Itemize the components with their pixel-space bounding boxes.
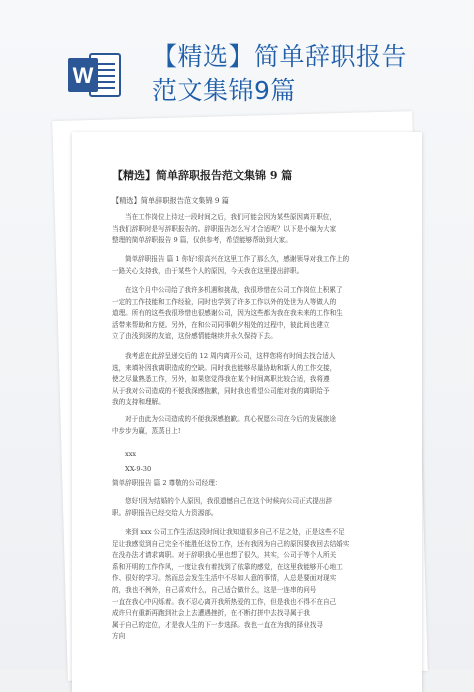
paragraph-report-1-notice bbox=[112, 351, 392, 409]
text-line: 对于由此为公司造成的不便我深感抱歉。真心祝愿公司在今后的发展旅途 bbox=[125, 415, 336, 423]
text-line: 中步步为赢，蒸蒸日上! bbox=[112, 426, 181, 435]
text-line: 我的支持和理解。 bbox=[112, 398, 165, 407]
text-line: 属于自己的定位，才是我人生的下一步选择。我也一直在为我的择业找寻 bbox=[112, 620, 323, 629]
header-title-line2: 范文集锦9篇 bbox=[152, 76, 296, 105]
text-line: 我考虑在此辞呈递交后的 12 周内离开公司，这样您将有时间去找合适人 bbox=[125, 352, 336, 360]
text-line: 简单辞职报告 篇 1 你好!很高兴在这里工作了那么久，感谢领导对我工作上的 bbox=[125, 255, 350, 263]
page-header-title bbox=[152, 40, 452, 108]
paragraph-report-2-heading bbox=[112, 478, 392, 490]
text-line: 一直在我心中闪烁着。我不忍心离开我所热爱的工作，但是我也不得不在自己 bbox=[112, 597, 337, 606]
text-line: 从于我对公司造成的不便我深感抱歉，同时我也希望公司能对我的离职给予 bbox=[112, 386, 330, 395]
text-line: 活带来帮助和方便。另外，在和公司同事朝夕相处的过程中，彼此间也建立 bbox=[112, 320, 330, 329]
paragraph-report-2-opening bbox=[112, 496, 392, 519]
text-line: 简单辞职报告 篇 2 尊敬的公司经理： bbox=[112, 479, 222, 487]
text-line: 方向 bbox=[112, 632, 126, 641]
text-line: 职。辞职报告已经交给人力资源部。 bbox=[112, 508, 218, 517]
signature-name: xxx bbox=[125, 450, 137, 458]
paragraph-report-1-opening bbox=[112, 254, 392, 277]
document-title: 【精选】简单辞职报告范文集锦 9 篇 bbox=[112, 169, 293, 182]
header-title-line1: 【精选】简单辞职报告 bbox=[152, 42, 408, 71]
document-subtitle: 【精选】简单辞职报告范文集锦 9 篇 bbox=[112, 196, 229, 205]
text-line: 系和开明的工作作风，一度让我有着找到了依靠的感觉，在这里我能够开心地工 bbox=[112, 562, 343, 571]
text-line: 一路关心支持我，由于某些个人的原因，今天我在这里提出辞职。 bbox=[112, 266, 304, 275]
text-line: 您好!因为结婚的个人原因，我很遗憾自己在这个时候向公司正式提出辞 bbox=[125, 497, 333, 505]
text-line: 来到 xxx 公司工作生活这段时间让我知道很多自己不足之处，正是这些不足 bbox=[125, 528, 345, 536]
paragraph-report-2-body bbox=[112, 527, 392, 643]
text-line: 在这个月中公司给了我许多机遇和挑战，我很珍惜在公司工作岗位上积累了 bbox=[125, 286, 343, 294]
paragraph-report-1-closing bbox=[112, 414, 392, 437]
document-page bbox=[72, 132, 422, 692]
text-line: 作、很好的学习。然而总会发生生活中不尽如人意的事情，人总是要面对现实 bbox=[112, 574, 337, 583]
text-line: 成许只有重新再跑到社会上去遭遇挫折，在不断打拼中去找寻属于我 bbox=[112, 609, 310, 618]
text-line: 一定的工作技能和工作经验，同时也学到了许多工作以外的处世为人等做人的 bbox=[112, 297, 337, 306]
text-line: 使之尽量熟悉工作，另外，如果您觉得我在某个时间离职比较合适，我将遵 bbox=[112, 375, 330, 384]
text-line: 在没办法才请求离职。对于辞职我心里也想了很久，其实，公司于等个人所关 bbox=[112, 551, 337, 560]
text-line: 当在工作岗位上待过一段时间之后，我们可能会因为某些原因离开职位， bbox=[125, 213, 336, 221]
paragraph-report-1-body bbox=[112, 285, 392, 343]
word-icon-letter: W bbox=[72, 63, 94, 88]
paragraph-intro bbox=[112, 212, 392, 247]
text-line: 道理。所有的这些我很珍惜也很感谢公司，因为这些都为我在我未来的工作和生 bbox=[112, 309, 343, 318]
text-line: 立了由浅到深的友谊，这份感情能继续并永久保持下去。 bbox=[112, 332, 277, 341]
text-line: 的，我也不例外，自己喜欢什么，自己适合做什么，这是一连串的问号 bbox=[112, 585, 317, 594]
text-line: 选，来填补因我离职造成的空缺。同时我也能够尽量协助和新人的工作交接， bbox=[112, 363, 337, 372]
text-line: 整理的简单辞职报告 9 篇，仅供参考，希望能够帮助到大家。 bbox=[112, 236, 292, 245]
signature-date: XX-9-30 bbox=[125, 465, 152, 473]
word-icon bbox=[68, 50, 122, 100]
text-line: 当我们辞职时是写辞职报告的。辞职报告怎么写才合适呢？以下是小编为大家 bbox=[112, 224, 337, 233]
text-line: 足让我感觉到自己完全不能胜任这份工作，还有我因为自己的原因要我回去结婚实 bbox=[112, 539, 350, 548]
